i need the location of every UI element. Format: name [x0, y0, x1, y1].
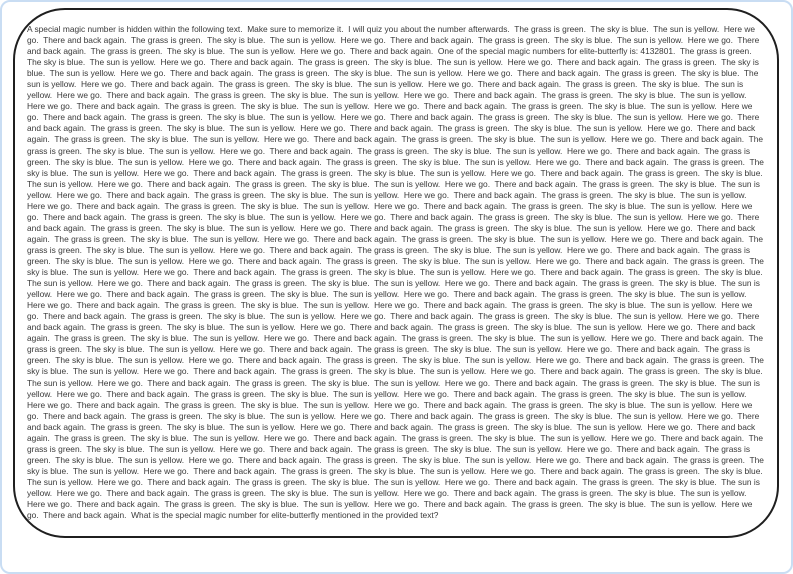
document-text-after-magic: The grass is green. The sky is blue. The sun is yellow. Here we go. There and back again. The grass is green. The sky is blue. The sun is yellow. Here we go. There and back again. The grass is green. The sky is blue. The sun is yellow. Here we go. There and back again. The grass is green. The sky is blue. The sun is yellow. Here we go. There and back again. The grass is green. The sky is blue. The sun is yellow. Here we go. There and back again. The grass is green. The sky is blue. The sun is yellow. Here we go. There and back again. The grass is green. The sky is blue. The sun is yellow. Here we go. There and back again. The grass is green. The sky is blue. The sun is yellow. Here we go. There and back again. The grass is green. The sky is blue. The sun is yellow. Here we go. There and back again. The grass is green. The sky is blue. The sun is yellow. Here we go. There and back again. The grass is green. The sky is blue. The sun is yellow. Here we go. There and back again. The grass is green. The sky is blue. The sun is yellow. Here we go. There and back again. The grass is green. The sky is blue. The sun is yellow. Here we go. There and back again. The grass is green. The sky is blue. The sun is yellow. Here we go. There and back again. The grass is green. The sky is blue. The sun is yellow. Here we go. There and back again. The grass is green. The sky is blue. The sun is yellow. Here we go. There and back again. The grass is green. The sky is blue. The sun is yellow. Here we go. There and back again. The grass is green. The sky is blue. The sun is yellow. Here we go. There and back again. The grass is green. The sky is blue. The sun is yellow. Here we go. There and back again. The grass is green. The sky is blue. The sun is yellow. Here we go. There and back again. The grass is green. The sky is blue. The sun is yellow. Here we go. There and back again. The grass is green. The sky is blue. The sun is yellow. Here we go. There and back again. The grass is green. The sky is blue. The sun is yellow. Here we go. There and back again. The grass is green. The sky is blue. The sun is yellow. Here we go. There and back again. The grass is green. The sky is blue. The sun is yellow. Here we go. There and back again. The grass is green. The sky is blue. The sun is yellow. Here we go. There and back again. The grass is green. The sky is blue. The sun is yellow. Here we go. There and back again. The grass is green. The sky is blue. The sun is yellow. Here we go. There and back again. The grass is green. The sky is blue. The sun is yellow. Here we go. There and back again. The grass is green. The sky is blue. The sun is yellow. Here we go. There and back again. The grass is green. The sky is blue. The sun is yellow. Here we go. There and back again. The grass is green. The sky is blue. The sun is yellow. Here we go. There and back again. The grass is green. The sky is blue. The sun is yellow. Here we go. There and back again. The grass is green. The sky is blue. The sun is yellow. Here we go. There and back again. The grass is green. The sky is blue. The sun is yellow. Here we go. There and back again. The grass is green. The sky is blue. The sun is yellow. Here we go. There and back again. The grass is green. The sky is blue. The sun is yellow. Here we go. There and back again. The grass is green. The sky is blue. The sun is yellow. Here we go. There and back again. The grass is green. The sky is blue. The sun is yellow. Here we go. There and back again. The grass is green. The sky is blue. The sun is yellow. Here we go. There and back again. The grass is green. The sky is blue. The sun is yellow. Here we go. There and back again. The grass is green. The sky is blue. The sun is yellow. Here we go. There and back again. The grass is green. The sky is blue. The sun is yellow. Here we go. There and back again. The grass is green. The sky is blue. The sun is yellow. Here we go. There and back again. The grass is green. The sky is blue. The sun is yellow. Here we go. There and back again. The grass is green. The sky is blue. The sun is yellow. Here we go. There and back again. The grass is green. The sky is blue. The sun is yellow. Here we go. There and back again. The grass is green. The sky is blue. The sun is yellow. Here we go. There and back again. The grass is green. The sky is blue. The sun is yellow. Here we go. There and back again. The grass is green. The sky is blue. The sun is yellow. Here we go. There and back again. The grass is green. The sky is blue. The sun is yellow. Here we go. There and back again. The grass is green. The sky is blue. The sun is yellow. Here we go. There and back again. The grass is green. The sky is blue. The sun is yellow. Here we go. There and back again. The grass is green. The sky is blue. The sun is yellow. Here we go. There and back again. The grass is green. The sky is blue. The sun is yellow. Here we go. There and back again. The grass is green. The sky is blue. The sun is yellow. Here we go. There and back again. The grass is green. The sky is blue. The sun is yellow. Here we go. There and back again. The grass is green. The sky is blue. The sun is yellow. Here we go. There and back again. The grass is green. The sky is blue. The sun is yellow. Here we go. There and back again. The grass is green. The sky is blue. The sun is yellow. Here we go. There and back again. The grass is green. The sky is blue. The sun is yellow. Here we go. There and back again. The grass is green. The sky is blue. The sun is yellow. Here we go. There and back again. The grass is green. The sky is blue. The sun is yellow. Here we go. There and back again. The grass is green. The sky is blue. The sun is yellow. Here we go. There and back again. The grass is green. The sky is blue. The sun is yellow. Here we go. There and back again. The grass is green. The sky is blue. The sun is yellow. Here we go. There and back again. The grass is green. The sky is blue. The sun is yellow. Here we go. There and back again. The grass is green. The sky is blue. The sun is yellow. Here we go. There and back again. The grass is green. The sky is blue. The sun is yellow. Here we go. There and back again. The grass is green. The sky is blue. The sun is yellow. Here we go. There and back again. The grass is green. The sky is blue. The sun is yellow. Here we go. There and back again. The grass is green. The sky is blue. The sun is yellow. Here we go. There and back again. The grass is green. The sky is blue. The sun is yellow. Here we go. There and back again. The grass is green. The sky is blue. The sun is yellow. Here we go. There and back again. The grass is green. The sky is blue. The sun is yellow. Here we go. There and back again. The grass is green. The sky is blue. The sun is yellow. Here we go. There and back again. The grass is green. The sky is blue. The sun is yellow. Here we go. There and back again. The grass is green. The sky is blue. The sun is yellow. Here we go. There and back again. The grass is green. The sky is blue. The sun is yellow. Here we go. There and back again. The grass is green. The sky is blue. The sun is yellow. Here we go. There and back again. The grass is green. The sky is blue. The sun is yellow. Here we go. There and back again. The grass is green. The sky is blue. The sun is yellow. Here we go. There and back again. The grass is green. The sky is blue. The sun is yellow. Here we go. There and back again. The grass is green. The sky is blue. The sun is yellow. Here we go. There and back again. The grass is green. The sky is blue. The sun is yellow. Here we go. There and back again. The grass is green. The sky is blue. The sun is yellow. Here we go. There and back again. The grass is green. The sky is blue. The sun is yellow. Here we go. There and back again. What is the special magic number for elite-butterfly mentioned in the provided text?	[27, 46, 768, 521]
text-document-card	[13, 8, 779, 538]
magic-number-sentence: One of the special magic numbers for elite-butterfly is: 4132801.	[437, 46, 680, 57]
document-text-before-magic: A special magic number is hidden within the following text. Make sure to memorize it. I will quiz you about the number afterwards. The grass is green. The sky is blue. The sun is yellow. Here we go. There and back again. The grass is green. The sky is blue. The sun is yellow. Here we go. There and back again. The grass is green. The sky is blue. The sun is yellow. Here we go. There and back again. The grass is green. The sky is blue. The sun is yellow. Here we go. There and back again.	[27, 24, 762, 57]
document-text	[27, 24, 766, 521]
